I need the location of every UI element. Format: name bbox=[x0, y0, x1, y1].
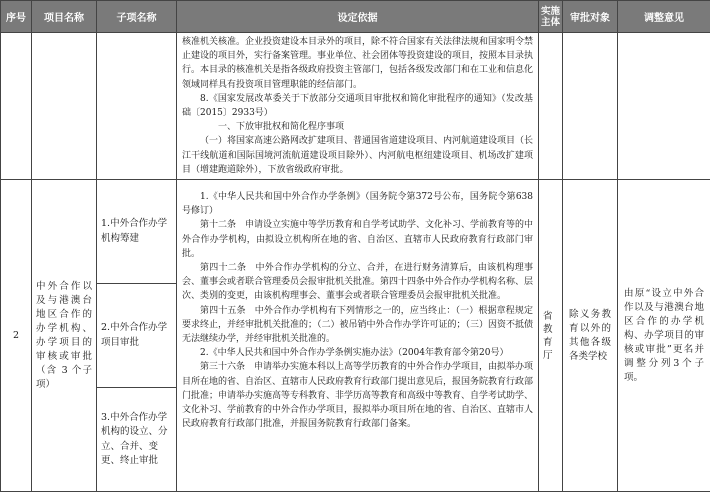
header-target: 审批对象 bbox=[563, 1, 618, 33]
header-subject: 实施 主体 bbox=[539, 1, 563, 33]
row1-target-cell bbox=[563, 33, 618, 180]
header-row bbox=[1, 1, 710, 33]
row2-opinion-cell: 由原“设立中外合作以及与港澳台地区合作的办学机构、办学项目的审核或审批”更名并调整分列3个子项。 bbox=[618, 180, 710, 492]
row1-seq-cell bbox=[1, 33, 32, 180]
row1-opinion-cell bbox=[618, 33, 710, 180]
subitem-1-cell: 1.中外合作办学机构筹建 bbox=[97, 180, 177, 284]
row1-item-cell bbox=[32, 33, 97, 180]
header-item-name: 项目名称 bbox=[32, 1, 97, 33]
header-opinion: 调整意见 bbox=[618, 1, 710, 33]
header-sub-name: 子项名称 bbox=[97, 1, 177, 33]
basis-paragraph: 一、下放审批权和简化程序事项 bbox=[182, 120, 533, 134]
basis-paragraph: 第三十六条 申请举办实施本科以上高等学历教育的中外合作办学项目，由拟举办项目所在地的省、自治区、直辖市人民政府教育行政部门提出意见后，报国务院教育行政部门批准；申请举办实施高等专科教育、非学历高等教育和高级中等教育、自学考试助学、文化补习、学前教育的中外合作办学项目，报拟举办项目所在地的省、自治区、直辖市人民政府教育行政部门批准，并报国务院教育行政部门备案。 bbox=[182, 360, 533, 431]
header-basis: 设定依据 bbox=[177, 1, 539, 33]
basis-paragraph: 8.《国家发展改革委关于下放部分交通项目审批权和简化审批程序的通知》（发改基础〔2015〕2933号） bbox=[182, 92, 533, 120]
table-row-item-2-a bbox=[1, 180, 710, 284]
basis-paragraph: 2.《中华人民共和国中外合作办学条例实施办法》（2004年教育部令第20号） bbox=[182, 346, 533, 360]
basis-paragraph: （一）将国家高速公路网改扩建项目、普通国省道建设项目、内河航道建设项目（长江干线航道和国际国境河流航道建设项目除外）、内河航电枢纽建设项目、机场改扩建项目（增建跑道除外），下放省级政府审批。 bbox=[182, 134, 533, 177]
subitem-3-cell: 3.中外合作办学机构的设立、分立、合并、变更、终止审批 bbox=[97, 388, 177, 492]
row1-subject-cell bbox=[539, 33, 563, 180]
row1-basis-cell bbox=[177, 33, 539, 180]
basis-paragraph: 第四十二条 中外合作办学机构的分立、合并，在进行财务清算后，由该机构理事会、董事会或者联合管理委员会报审批机关批准。第四十四条中外合作办学机构名称、层次、类别的变更，由该机构理事会、董事会或者联合管理委员会报审批机关批准。 bbox=[182, 261, 533, 304]
row2-seq-cell: 2 bbox=[1, 180, 32, 492]
row2-target-cell: 除义务教育以外的其他各级各类学校 bbox=[563, 180, 618, 492]
table-row-continued bbox=[1, 33, 710, 180]
basis-paragraph: 1.《中华人民共和国中外合作办学条例》（国务院令第372号公布，国务院令第638号修订） bbox=[182, 190, 533, 218]
row2-basis-cell bbox=[177, 180, 539, 492]
subitem-2-cell: 2.中外合作办学项目审批 bbox=[97, 284, 177, 388]
basis-paragraph: 第四十五条 中外合作办学机构有下列情形之一的，应当终止：（一）根据章程规定要求终止，并经审批机关批准的；（二）被吊销中外合作办学许可证的；（三）因资不抵债无法继续办学，并经审批机关批准的。 bbox=[182, 304, 533, 347]
basis-paragraph: 核准机关核准。企业投资建设本目录外的项目，除不符合国家有关法律法规和国家明令禁止建设的项目外，实行备案管理。事业单位、社会团体等投资建设的项目，按照本目录执行。本目录的核准机关是指各级政府投资主管部门，包括各级发改部门和在工业和信息化领域同样具有投资项目管理职能的经信部门。 bbox=[182, 35, 533, 92]
row2-subject-cell: 省教育厅 bbox=[539, 180, 563, 492]
header-seq: 序号 bbox=[1, 1, 32, 33]
row1-sub-cell bbox=[97, 33, 177, 180]
row2-item-name-cell: 中外合作以及与港澳台地区合作的办学机构、办学项目的审核或审批（含 3 个子项） bbox=[32, 180, 97, 492]
basis-paragraph: 第十二条 申请设立实施中等学历教育和自学考试助学、文化补习、学前教育等的中外合作办学机构，由拟设立机构所在地的省、自治区、直辖市人民政府教育行政部门审批。 bbox=[182, 218, 533, 261]
